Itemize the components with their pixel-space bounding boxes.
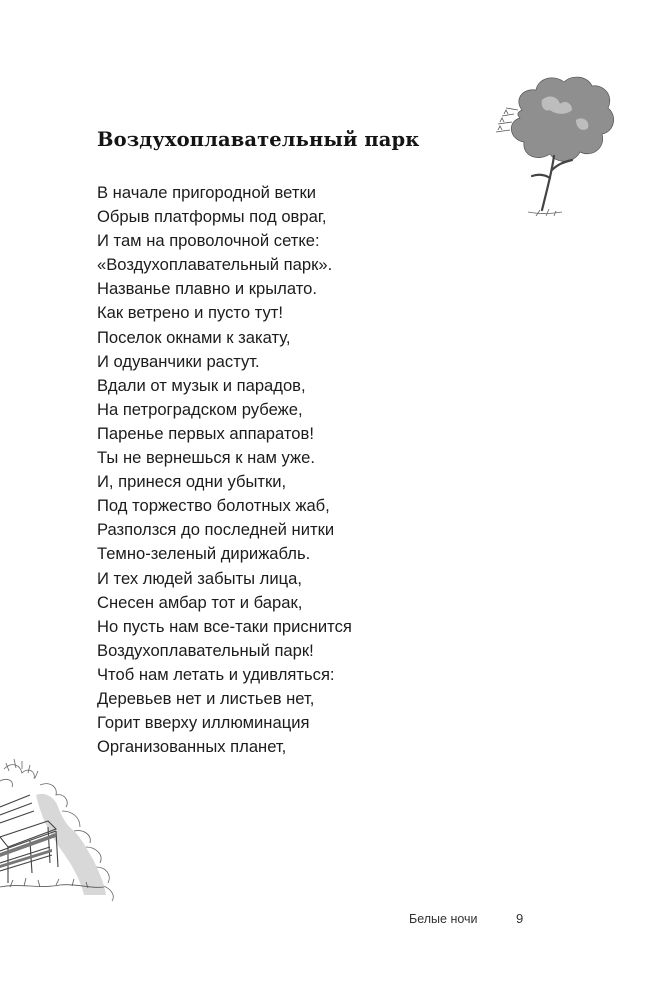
poem-line: И тех людей забыты лица, bbox=[97, 568, 302, 588]
poem-line: В начале пригородной ветки bbox=[97, 183, 316, 202]
poem-line: Вдали от музык и парадов, bbox=[97, 375, 306, 395]
poem-line: На петроградском рубеже, bbox=[97, 399, 303, 419]
page-number: 9 bbox=[516, 911, 524, 926]
poem-line: Но пусть нам все-таки приснится bbox=[97, 616, 352, 636]
poem-line: Паренье первых аппаратов! bbox=[97, 423, 314, 443]
poem-body bbox=[97, 181, 352, 759]
poem-line: Чтоб нам летать и удивляться: bbox=[97, 664, 335, 684]
poem-line: Разползся до последней нитки bbox=[97, 520, 335, 540]
poem-line: Деревьев нет и листьев нет, bbox=[97, 688, 315, 708]
poem-line: Как ветрено и пусто тут! bbox=[97, 303, 283, 323]
bench-illustration bbox=[0, 755, 118, 905]
poem-line: Организованных планет, bbox=[97, 737, 287, 757]
running-footer-book-title: Белые ночи bbox=[409, 912, 478, 926]
poem-line: «Воздухоплавательный парк». bbox=[97, 255, 333, 275]
poem-line: Ты не вернешься к нам уже. bbox=[97, 448, 315, 468]
poem-title: Воздухоплавательный парк bbox=[97, 128, 420, 151]
poem-line: Воздухоплавательный парк! bbox=[97, 640, 314, 660]
poem-line: Темно-зеленый дирижабль. bbox=[97, 544, 311, 564]
poem-line: И там на проволочной сетке: bbox=[97, 231, 320, 251]
poem-line: Снесен амбар тот и барак, bbox=[97, 592, 303, 612]
poem-line: Поселок окнами к закату, bbox=[97, 327, 291, 347]
poem-line: Названье плавно и крылато. bbox=[97, 279, 317, 299]
poem-line: Горит вверху иллюминация bbox=[97, 713, 310, 733]
poem-line: Под торжество болотных жаб, bbox=[97, 496, 330, 516]
poem-line: И одуванчики растут. bbox=[97, 351, 260, 371]
poem-line: И, принеся одни убытки, bbox=[97, 472, 287, 492]
tree-illustration bbox=[492, 70, 622, 220]
poem-line: Обрыв платформы под овраг, bbox=[97, 207, 327, 227]
